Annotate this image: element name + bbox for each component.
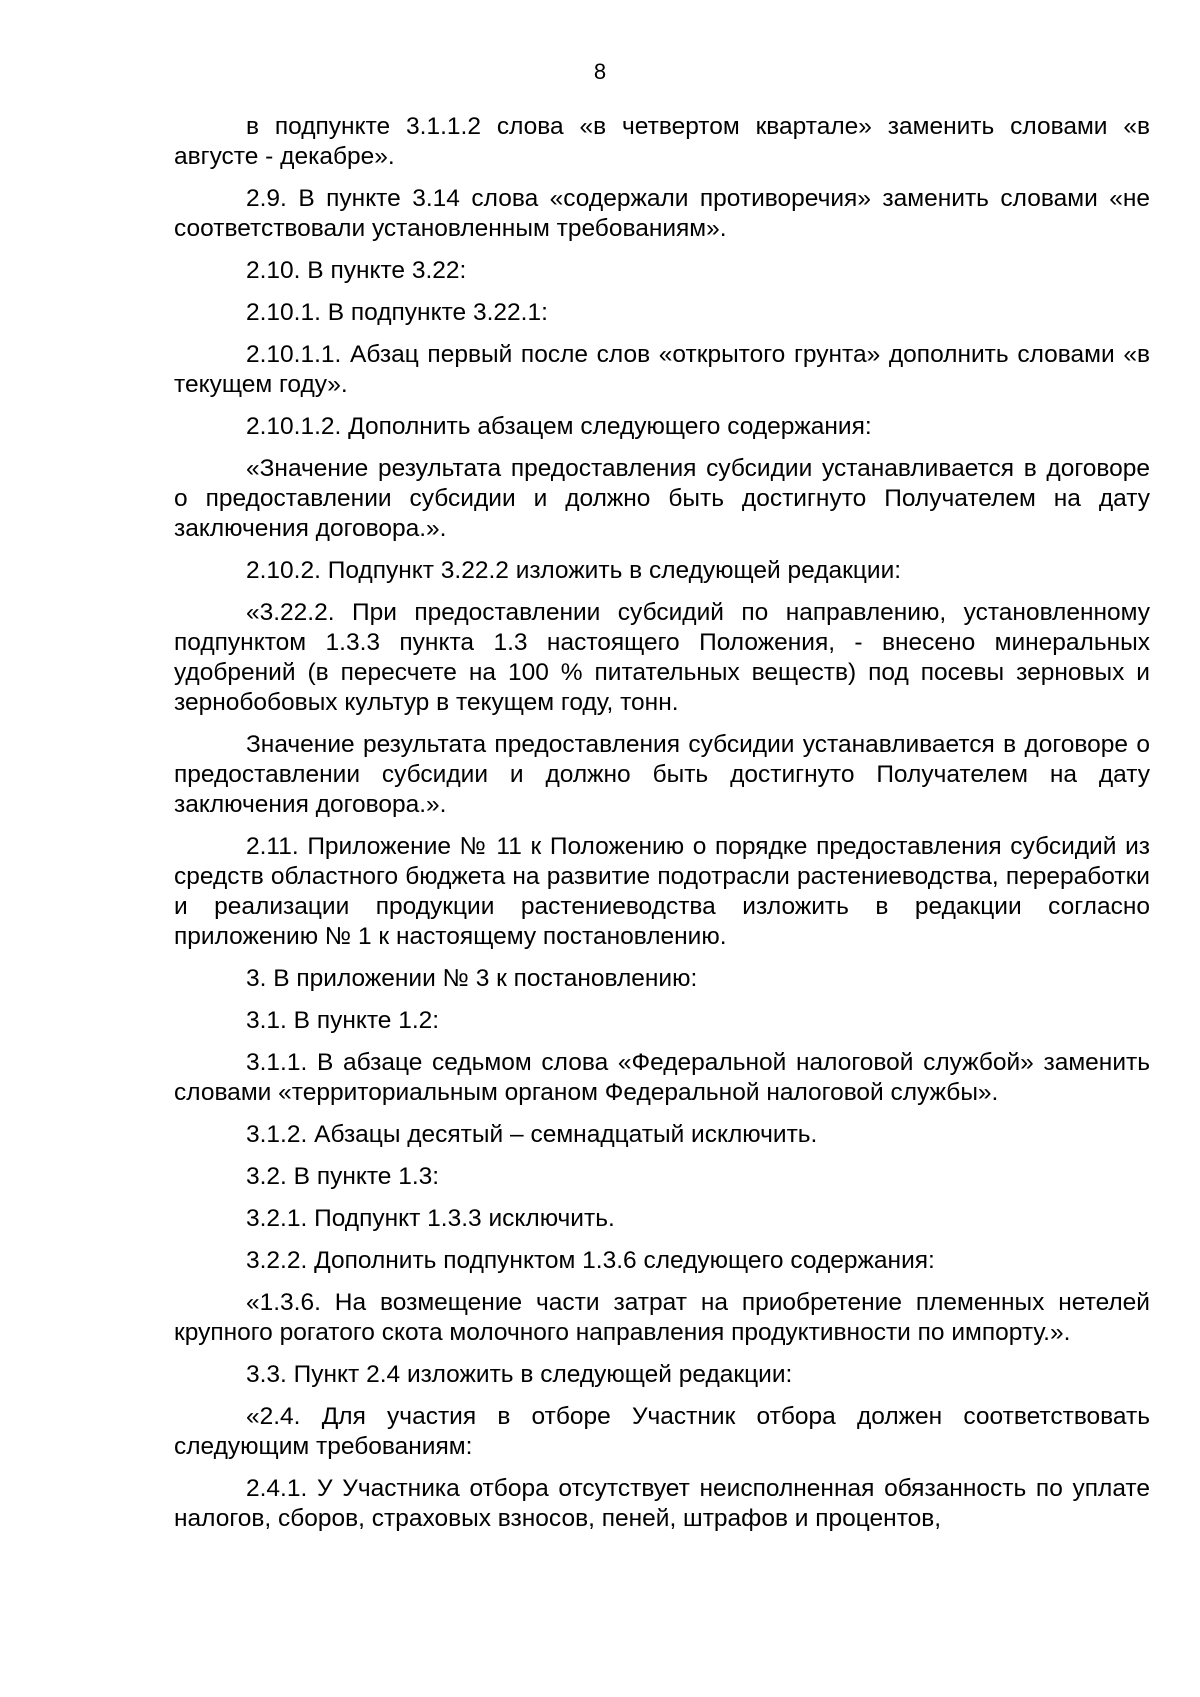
- paragraph: 2.10.1. В подпункте 3.22.1:: [246, 299, 548, 326]
- paragraph: 2.11. Приложение № 11 к Положению о порядке предоставления субсидий из средств областного бюджета на развитие подотрасли растениеводства, переработки и реализации продукции растениеводства изложить в редакции согласно приложению № 1 к настоящему постановлению.: [174, 833, 1150, 950]
- paragraph: Значение результата предоставления субсидии устанавливается в договоре о предоставлении субсидии и должно быть достигнуто Получателем на дату заключения договора.».: [174, 731, 1150, 818]
- paragraph: «Значение результата предоставления субсидии устанавливается в договоре о предоставлении субсидии и должно быть достигнуто Получателем на дату заключения договора.».: [174, 455, 1150, 542]
- paragraph: 3.1.2. Абзацы десятый – семнадцатый исключить.: [246, 1121, 818, 1148]
- paragraph: «2.4. Для участия в отборе Участник отбора должен соответствовать следующим требованиям:: [174, 1403, 1150, 1460]
- paragraph: 2.10.1.1. Абзац первый после слов «открытого грунта» дополнить словами «в текущем году».: [174, 341, 1150, 398]
- paragraph: в подпункте 3.1.1.2 слова «в четвертом квартале» заменить словами «в августе - декабре».: [174, 113, 1150, 170]
- paragraph: 3.1. В пункте 1.2:: [246, 1007, 440, 1034]
- paragraph: 2.4.1. У Участника отбора отсутствует неисполненная обязанность по уплате налогов, сборов, страховых взносов, пеней, штрафов и процентов,: [174, 1475, 1150, 1532]
- paragraph: 2.10.2. Подпункт 3.22.2 изложить в следующей редакции:: [246, 557, 902, 584]
- paragraph: 3.1.1. В абзаце седьмом слова «Федеральной налоговой службой» заменить словами «территориальным органом Федеральной налоговой службы».: [174, 1049, 1150, 1106]
- paragraph: 3.2.2. Дополнить подпунктом 1.3.6 следующего содержания:: [246, 1247, 935, 1274]
- paragraph: 2.9. В пункте 3.14 слова «содержали противоречия» заменить словами «не соответствовали установленным требованиям».: [174, 185, 1150, 242]
- paragraph: 3.2. В пункте 1.3:: [246, 1163, 440, 1190]
- document-body: [174, 112, 1150, 1546]
- paragraph: 2.10.1.2. Дополнить абзацем следующего содержания:: [246, 413, 872, 440]
- paragraph: 3.2.1. Подпункт 1.3.3 исключить.: [246, 1205, 615, 1232]
- paragraph: 3. В приложении № 3 к постановлению:: [246, 965, 698, 992]
- paragraph: «1.3.6. На возмещение части затрат на приобретение племенных нетелей крупного рогатого скота молочного направления продуктивности по импорту.».: [174, 1289, 1150, 1346]
- paragraph: 3.3. Пункт 2.4 изложить в следующей редакции:: [246, 1361, 793, 1388]
- page-number: 8: [593, 59, 607, 84]
- paragraph: 2.10. В пункте 3.22:: [246, 257, 467, 284]
- paragraph: «3.22.2. При предоставлении субсидий по направлению, установленному подпунктом 1.3.3 пункта 1.3 настоящего Положения, - внесено минеральных удобрений (в пересчете на 100 % питательных веществ) под посевы зерновых и зернобобовых культур в текущем году, тонн.: [174, 599, 1150, 716]
